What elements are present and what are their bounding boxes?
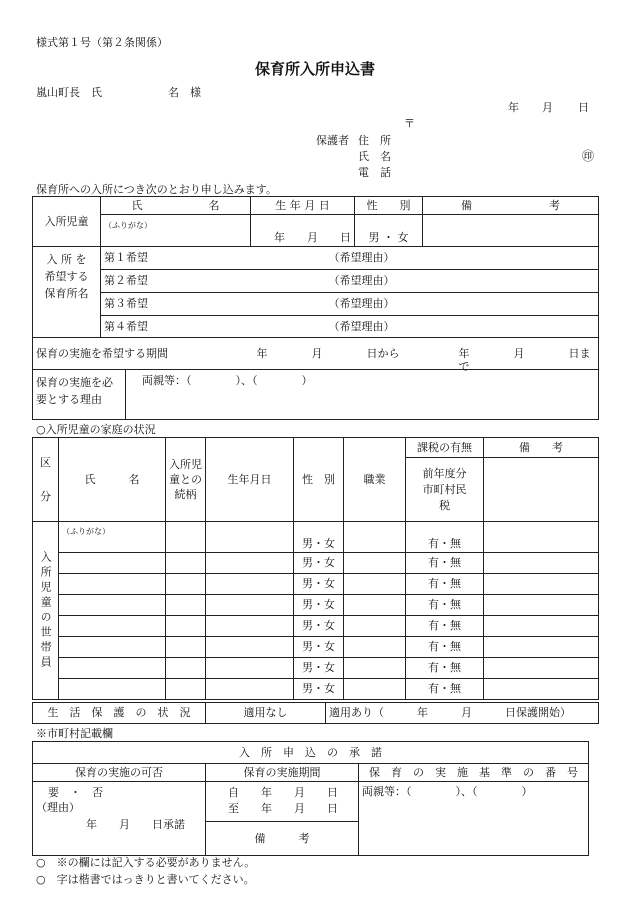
wish-reason-1: （希望理由） <box>328 251 395 265</box>
approval-date: 年 月 日承諾 <box>86 818 185 831</box>
postal-mark: 〒 <box>404 117 415 130</box>
wish-label-line-2: 希望する <box>44 270 89 283</box>
household-side-text: 入所児童の世帯員 <box>39 550 53 671</box>
member-remarks-1[interactable] <box>484 522 599 553</box>
col-member-birth: 生年月日 <box>206 438 294 522</box>
col-remarks: 備 考 <box>423 197 599 215</box>
furigana-label: （ふりがな） <box>104 221 152 230</box>
address-label: 住 所 <box>358 134 391 147</box>
intro-text: 保育所への入所につき次のとおり申し込みます。 <box>36 183 277 196</box>
member-relation-6[interactable] <box>166 637 206 658</box>
member-tax-3[interactable]: 有・無 <box>406 574 484 595</box>
municipal-period-from: 自 年 月 日 <box>228 786 338 799</box>
period-field[interactable] <box>206 782 359 822</box>
wish-row-2[interactable] <box>101 270 599 293</box>
member-job-3[interactable] <box>344 574 406 595</box>
member-remarks-3[interactable] <box>484 574 599 595</box>
period-label: 保育の実施を希望する期間 <box>36 346 168 360</box>
member-name-2[interactable] <box>59 553 166 574</box>
kubun-1: 区 <box>40 455 51 469</box>
wish-reason-4: （希望理由） <box>328 319 395 333</box>
member-remarks-8[interactable] <box>484 679 599 700</box>
member-sex-8[interactable]: 男・女 <box>294 679 344 700</box>
guardian-label: 保護者 <box>316 134 349 147</box>
member-name-6[interactable] <box>59 637 166 658</box>
col-approval: 保育の実施の可否 <box>33 764 206 782</box>
standard-value: 両親等：（ ）、（ ） <box>362 785 533 798</box>
col-period: 保育の実施期間 <box>206 764 359 782</box>
member-sex-7[interactable]: 男・女 <box>294 658 344 679</box>
page-title: 保育所入所申込書 <box>254 60 375 78</box>
welfare-table <box>32 702 599 724</box>
col-relation: 入所児童との続柄 <box>166 438 206 522</box>
member-sex-1[interactable]: 男・女 <box>294 522 344 553</box>
member-job-5[interactable] <box>344 616 406 637</box>
wish-label-4: 第４希望 <box>104 319 148 333</box>
reason-field[interactable] <box>126 370 599 420</box>
member-name-5[interactable] <box>59 616 166 637</box>
name-label: 氏 名 <box>358 150 391 163</box>
member-remarks-2[interactable] <box>484 553 599 574</box>
member-birth-4[interactable] <box>206 595 294 616</box>
member-tax-7[interactable]: 有・無 <box>406 658 484 679</box>
family-section-title: ○入所児童の家庭の状況 <box>36 423 156 436</box>
col-sex: 性 別 <box>355 197 423 215</box>
member-job-7[interactable] <box>344 658 406 679</box>
member-relation-2[interactable] <box>166 553 206 574</box>
family-table <box>32 437 599 700</box>
wish-row-3[interactable] <box>101 293 599 316</box>
member-remarks-7[interactable] <box>484 658 599 679</box>
approval-field[interactable] <box>33 782 206 856</box>
member-sex-6[interactable]: 男・女 <box>294 637 344 658</box>
date-month: 月 <box>542 101 553 114</box>
wish-row-1[interactable] <box>101 247 599 270</box>
member-name-1[interactable] <box>59 522 166 553</box>
child-name-field[interactable] <box>101 215 251 247</box>
member-relation-7[interactable] <box>166 658 206 679</box>
child-table <box>32 196 599 374</box>
wish-row-4[interactable] <box>101 316 599 338</box>
col-member-sex: 性 別 <box>294 438 344 522</box>
member-sex-5[interactable]: 男・女 <box>294 616 344 637</box>
member-name-3[interactable] <box>59 574 166 595</box>
member-tax-5[interactable]: 有・無 <box>406 616 484 637</box>
household-side-label <box>33 522 59 700</box>
col-kubun <box>33 438 59 522</box>
member-birth-3[interactable] <box>206 574 294 595</box>
member-remarks-6[interactable] <box>484 637 599 658</box>
member-tax-6[interactable]: 有・無 <box>406 637 484 658</box>
note-2: ○ 字は楷書ではっきりと書いてください。 <box>36 873 255 886</box>
addressee-prefix: 嵐山町長 氏 <box>36 86 102 99</box>
child-remarks-field[interactable] <box>423 215 599 247</box>
member-furigana: （ふりがな） <box>62 527 110 536</box>
member-sex-3[interactable]: 男・女 <box>294 574 344 595</box>
wish-label-line-1: 入 所 を <box>46 253 87 266</box>
member-birth-5[interactable] <box>206 616 294 637</box>
member-tax-1[interactable]: 有・無 <box>406 522 484 553</box>
birth-value: 年 月 日 <box>274 230 351 244</box>
municipal-section-title: ※市町村記載欄 <box>36 727 113 740</box>
sex-value: 男 ・ 女 <box>368 230 409 244</box>
wish-label-3: 第３希望 <box>104 297 148 311</box>
col-birth: 生 年 月 日 <box>251 197 355 215</box>
member-relation-5[interactable] <box>166 616 206 637</box>
reason-label-line-2: 要とする理由 <box>36 393 102 406</box>
date-day: 日 <box>578 101 589 114</box>
phone-label: 電 話 <box>358 166 391 179</box>
col-tax: 課税の有無 <box>406 438 484 458</box>
wish-label-1: 第１希望 <box>104 251 148 265</box>
period-from: 年 月 日から <box>256 346 400 360</box>
municipal-period-to: 至 年 月 日 <box>228 802 338 815</box>
member-relation-8[interactable] <box>166 679 206 700</box>
seal-icon: ㊞ <box>582 149 595 163</box>
member-remarks-5[interactable] <box>484 616 599 637</box>
member-job-4[interactable] <box>344 595 406 616</box>
member-birth-6[interactable] <box>206 637 294 658</box>
member-job-6[interactable] <box>344 637 406 658</box>
wish-reason-3: （希望理由） <box>328 297 395 311</box>
member-job-8[interactable] <box>344 679 406 700</box>
wish-label <box>33 247 101 338</box>
member-relation-4[interactable] <box>166 595 206 616</box>
approval-value: 要 ・ 否 <box>48 786 103 799</box>
member-tax-8[interactable]: 有・無 <box>406 679 484 700</box>
member-name-8[interactable] <box>59 679 166 700</box>
addressee-suffix: 名 様 <box>168 86 201 99</box>
approval-reason: （理由） <box>36 801 80 814</box>
col-standard: 保 育 の 実 施 基 準 の 番 号 <box>359 764 589 782</box>
reason-value: 両親等：（ ）、（ ） <box>142 374 313 387</box>
reason-table <box>32 369 599 420</box>
standard-field[interactable] <box>359 782 589 856</box>
remarks-header-blank <box>484 458 599 522</box>
period-to: 年 月 日まで <box>458 346 591 374</box>
municipal-table <box>32 741 589 856</box>
member-job-1[interactable] <box>344 522 406 553</box>
col-name: 氏 名 <box>101 197 251 215</box>
member-birth-7[interactable] <box>206 658 294 679</box>
member-tax-4[interactable]: 有・無 <box>406 595 484 616</box>
reason-label-line-1: 保育の実施を必 <box>36 376 113 389</box>
member-name-7[interactable] <box>59 658 166 679</box>
member-sex-4[interactable]: 男・女 <box>294 595 344 616</box>
date-year: 年 <box>508 101 519 114</box>
col-member-remarks: 備 考 <box>484 438 599 458</box>
col-job: 職業 <box>344 438 406 522</box>
wish-label-2: 第２希望 <box>104 274 148 288</box>
welfare-label: 生 活 保 護 の 状 況 <box>33 703 206 724</box>
wish-reason-2: （希望理由） <box>328 274 395 288</box>
child-label: 入所児童 <box>33 197 101 247</box>
member-birth-1[interactable] <box>206 522 294 553</box>
col-member-name: 氏 名 <box>59 438 166 522</box>
reason-label <box>33 370 126 420</box>
municipal-remarks: 備 考 <box>206 822 359 856</box>
period-row[interactable] <box>33 338 599 374</box>
form-number: 様式第１号（第２条関係） <box>36 36 168 49</box>
child-sex-field[interactable] <box>355 215 423 247</box>
member-relation-3[interactable] <box>166 574 206 595</box>
col-tax-sub: 前年度分市町村民税 <box>406 458 484 522</box>
welfare-applied[interactable]: 適用あり（ 年 月 日保護開始） <box>326 703 599 724</box>
wish-label-line-3: 保育所名 <box>44 287 89 300</box>
child-birth-field[interactable] <box>251 215 355 247</box>
welfare-none[interactable]: 適用なし <box>206 703 326 724</box>
note-1: ○ ※の欄には記入する必要がありません。 <box>36 856 256 869</box>
kubun-2: 分 <box>40 489 51 503</box>
member-birth-8[interactable] <box>206 679 294 700</box>
member-tax-2[interactable]: 有・無 <box>406 553 484 574</box>
member-relation-1[interactable] <box>166 522 206 553</box>
member-remarks-4[interactable] <box>484 595 599 616</box>
member-sex-2[interactable]: 男・女 <box>294 553 344 574</box>
member-name-4[interactable] <box>59 595 166 616</box>
member-birth-2[interactable] <box>206 553 294 574</box>
approval-header: 入 所 申 込 の 承 諾 <box>33 742 589 764</box>
member-job-2[interactable] <box>344 553 406 574</box>
